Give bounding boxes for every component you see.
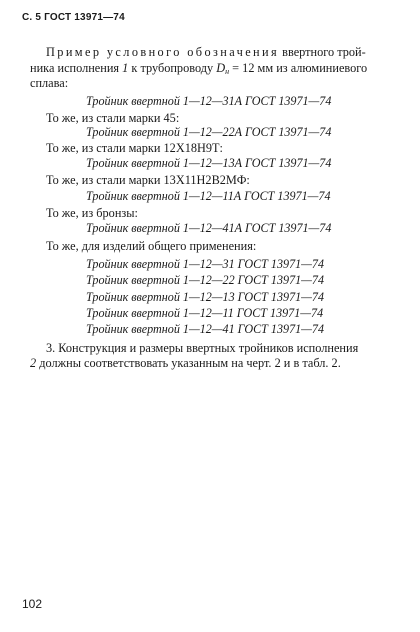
- general-designation-0: Тройник ввертной 1—12—31 ГОСТ 13971—74: [86, 257, 325, 271]
- general-designation-3: Тройник ввертной 1—12—11 ГОСТ 13971—74: [86, 306, 324, 320]
- clause3-line-1: 3. Конструкция и размеры ввертных тройников исполнения: [46, 341, 359, 355]
- label-2: То же, из стали марки 12Х18Н9Т:: [46, 141, 223, 155]
- general-designation-1: Тройник ввертной 1—12—22 ГОСТ 13971—74: [86, 273, 325, 287]
- intro-line2-c: = 12 мм из алюминиевого: [232, 61, 368, 75]
- page-header: [22, 12, 125, 23]
- intro-line-1: [46, 45, 366, 59]
- designation-2: Тройник ввертной 1—12—13А ГОСТ 13971—74: [86, 156, 332, 170]
- designation-4: Тройник ввертной 1—12—41А ГОСТ 13971—74: [86, 221, 332, 235]
- intro-lead-spaced: Пример условного обозначения: [46, 45, 280, 59]
- designation-1: Тройник ввертной 1—12—22А ГОСТ 13971—74: [86, 125, 332, 139]
- diameter-symbol: $D_н$: [216, 61, 230, 76]
- intro-lead-rest: ввертного трой-: [282, 45, 366, 59]
- label-3: То же, из стали марки 13Х11Н2В2МФ:: [46, 173, 250, 187]
- general-label: То же, для изделий общего применения:: [46, 239, 257, 253]
- standard-number: ГОСТ 13971—74: [44, 12, 125, 23]
- label-1: То же, из стали марки 45:: [46, 111, 180, 125]
- intro-line-3: сплава:: [30, 76, 69, 90]
- page-label: С. 5: [22, 12, 42, 23]
- general-designation-2: Тройник ввертной 1—12—13 ГОСТ 13971—74: [86, 290, 325, 304]
- intro-variant-number: 1: [122, 61, 129, 75]
- page-number: 102: [22, 597, 43, 611]
- designation-0: Тройник ввертной 1—12—31А ГОСТ 13971—74: [86, 94, 332, 108]
- intro-line-2: [30, 61, 367, 79]
- intro-line2-b: к трубопроводу: [131, 61, 214, 75]
- label-4: То же, из бронзы:: [46, 206, 138, 220]
- intro-line2-a: ника исполнения: [30, 61, 120, 75]
- clause3-variant-number: 2: [30, 356, 37, 370]
- clause3-line-2: 2 должны соответствовать указанным на черт. 2 и в табл. 2.: [30, 356, 341, 370]
- designation-3: Тройник ввертной 1—12—11А ГОСТ 13971—74: [86, 189, 331, 203]
- general-designation-4: Тройник ввертной 1—12—41 ГОСТ 13971—74: [86, 322, 325, 336]
